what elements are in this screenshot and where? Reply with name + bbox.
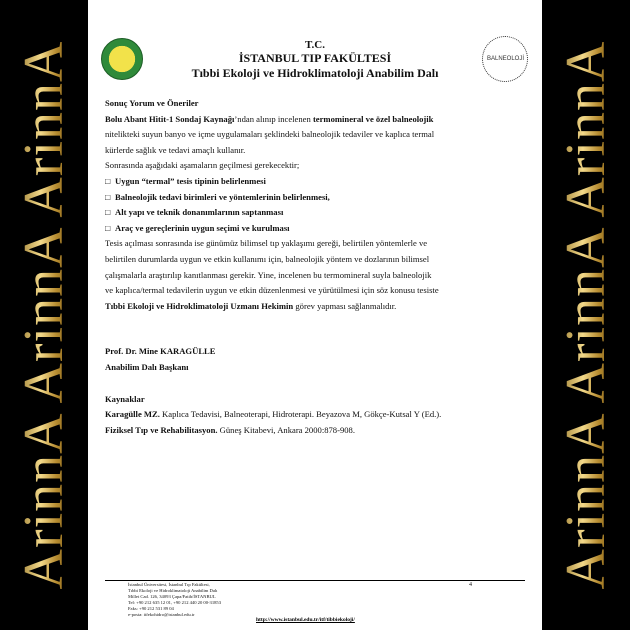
references-heading: Kaynaklar <box>105 393 145 404</box>
water-type: termomineral ve özel balneolojik <box>312 113 434 124</box>
para1-text: ’ndan alınıp incelenen <box>234 113 313 124</box>
source-name: Bolu Abant Hitit-1 Sondaj Kaynağı <box>105 113 235 124</box>
header-department: Tıbbi Ekoloji ve Hidroklimatoloji Anabilim Dalı <box>191 66 439 80</box>
left-banner-text: ArinnA ArinnA ArinnA <box>13 40 75 590</box>
paragraph-2-line5 <box>105 299 523 315</box>
step-text: Araç ve gereçlerinin uygun seçimi ve kurulması <box>115 222 290 233</box>
paragraph-1-line3: kürlerde sağlık ve tedavi amaçlı kullanır. <box>105 144 246 155</box>
right-banner-text: ArinnA ArinnA ArinnA <box>555 40 617 590</box>
signature-name: Prof. Dr. Mine KARAGÜLLE <box>105 346 216 357</box>
paragraph-2-line3: çalışmalarla araştırılıp kanıtlanması gerekir. Yine, incelenen bu termomineral suyla balneolojik <box>105 269 432 280</box>
paragraph-1-line2: nitelikteki suyun banyo ve içme uygulamaları şeklindeki balneolojik tedaviler ve kaplıca termal <box>105 129 435 140</box>
list-item <box>105 190 523 206</box>
page-number: 4 <box>469 582 472 588</box>
para2-tail: görev yapması sağlanmalıdır. <box>293 300 397 311</box>
reference-text: Kaplıca Tedavisi, Balneoterapi, Hidroterapi. Beyazova M, Gökçe-Kutsal Y (Ed.). <box>159 409 442 420</box>
footer-line: Tıbbi Ekoloji ve Hidroklimatoloji Anabilim Dalı <box>128 588 218 593</box>
reference-line-1 <box>105 407 523 423</box>
bullet-icon: □ <box>105 191 111 202</box>
header-faculty: İSTANBUL TIP FAKÜLTESİ <box>238 51 392 65</box>
document-page <box>88 0 542 630</box>
section-title: Sonuç Yorum ve Öneriler <box>105 98 199 108</box>
paragraph-2-line1: Tesis açılması sonrasında ise günümüz bilimsel tıp yaklaşımı gereği, belirtilen yöntemlerle ve <box>105 238 428 249</box>
footer-divider <box>105 580 525 581</box>
signature-title: Anabilim Dalı Başkanı <box>105 361 189 372</box>
bullet-icon: □ <box>105 207 111 218</box>
reference-publisher: Güneş Kitabevi, Ankara 2000:878-908. <box>217 424 356 435</box>
paragraph-2-line4: ve kaplıca/termal tedavilerin uygun ve etkin düzenlenmesi ve yürütülmesi için söz konusu tesiste <box>105 285 439 296</box>
footer-line: İstanbul Üniversitesi, İstanbul Tıp Fakültesi, <box>128 582 210 587</box>
right-decorative-banner <box>542 0 630 630</box>
document-header <box>88 30 542 90</box>
bullet-icon: □ <box>105 222 111 233</box>
footer-website-link[interactable]: http://www.istanbul.edu.tr/itf/tibbiekoloji/ <box>256 617 355 623</box>
footer-email[interactable]: e-posta: itfekohidro@istanbul.edu.tr <box>128 612 195 617</box>
list-item <box>105 221 523 237</box>
steps-intro: Sonrasında aşağıdaki aşamaların geçilmesi gerekecektir; <box>105 160 300 171</box>
footer-line: Tel: +90 212 635 12 01, +90 212 440 20 00-31853 <box>128 600 222 605</box>
list-item <box>105 174 523 190</box>
department-seal-text: BALNEOLOJİ <box>487 56 525 62</box>
reference-line-2 <box>105 423 523 439</box>
footer-line: Faks: +90 212 531 89 04 <box>128 606 174 611</box>
step-text: Balneolojik tedavi birimleri ve yöntemlerinin belirlenmesi, <box>115 191 330 202</box>
bullet-icon: □ <box>105 175 111 186</box>
left-decorative-banner <box>0 0 88 630</box>
footer-line: Millet Cad. 126, 34093 Çapa/Fatih/İSTANBUL <box>128 594 216 599</box>
paragraph-2-line2: belirtilen durumlarda uygun ve etkin kullanımı için, balneolojik yöntem ve dozlarının bilimsel <box>105 253 430 264</box>
paragraph-1 <box>105 112 523 128</box>
reference-author: Karagülle MZ. <box>105 409 160 420</box>
document-body <box>105 96 523 438</box>
footer-address <box>128 582 221 618</box>
list-item <box>105 205 523 221</box>
header-country: T.C. <box>305 39 325 51</box>
step-text: Alt yapı ve teknik donanımlarının saptanması <box>115 207 284 218</box>
step-text: Uygun “termal” tesis tipinin belirlenmesi <box>115 175 266 186</box>
specialist-title: Tıbbi Ekoloji ve Hidroklimatoloji Uzmanı Hekimin <box>105 300 294 311</box>
reference-book: Fiziksel Tıp ve Rehabilitasyon. <box>105 424 218 435</box>
